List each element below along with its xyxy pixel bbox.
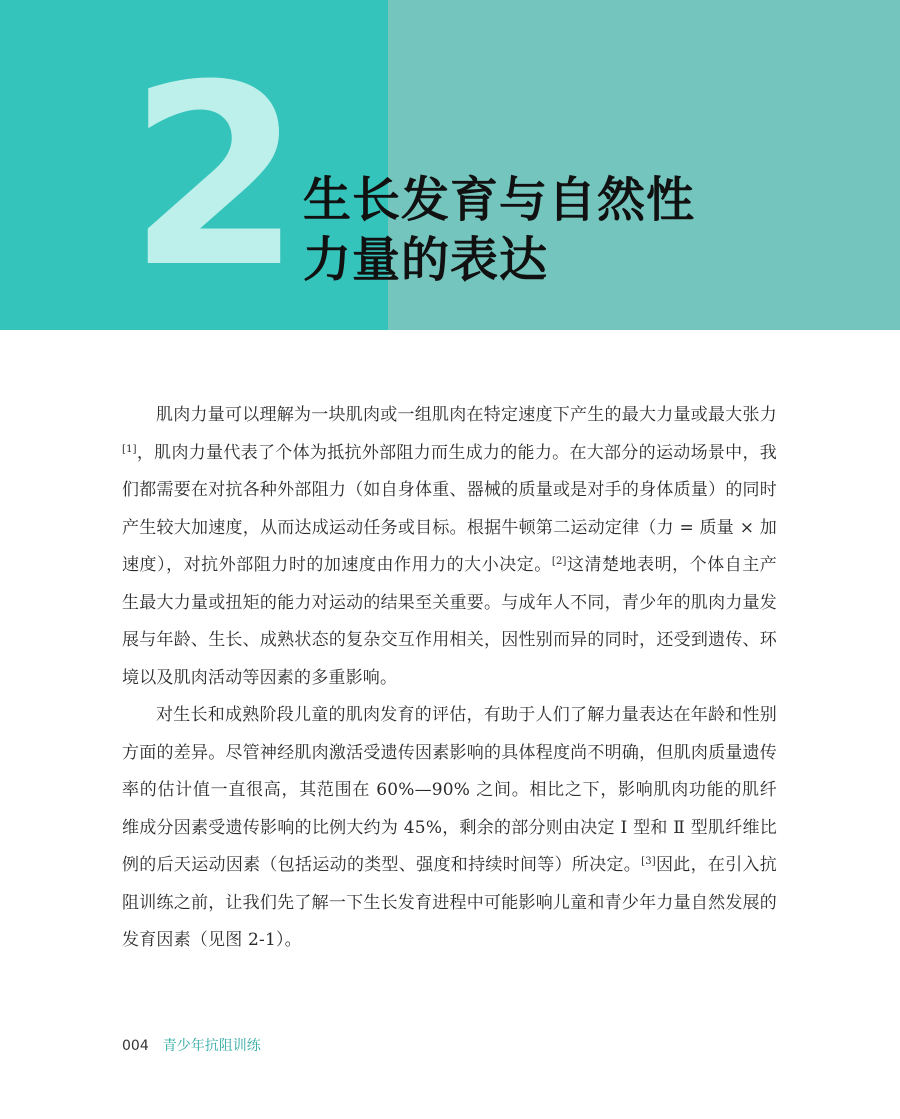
paragraph-text: 肌肉力量可以理解为一块肌肉或一组肌肉在特定速度下产生的最大力量或最大张力 [156, 405, 777, 425]
chapter-title [303, 170, 695, 290]
book-title: 青少年抗阻训练 [162, 1038, 261, 1054]
chapter-title-line-2: 力量的表达 [303, 232, 549, 288]
page-number: 004 [122, 1038, 149, 1054]
paragraph-text: 因此，在引入抗阻训练之前，让我们先了解一下生长发育进程中可能影响儿童和青少年力量自然发展的发育因素（见图 2-1）。 [122, 855, 777, 950]
paragraph-text: 对生长和成熟阶段儿童的肌肉发育的评估，有助于人们了解力量表达在年龄和性别方面的差异。尽管神经肌肉激活受遗传因素影响的具体程度尚不明确，但肌肉质量遗传率的估计值一直很高，其范围在 60%—90% 之间。相比之下，影响肌肉功能的肌纤维成分因素受遗传影响的比例大约为 45%，剩余的部分则由决定 Ⅰ 型和 Ⅱ 型肌纤维比例的后天运动因素（包括运动的类型、强度和持续时间等）所决定。 [122, 705, 777, 875]
chapter-number: 2 [128, 31, 302, 322]
citation-1: [1] [122, 443, 137, 455]
paragraph-text: 这清楚地表明，个体自主产生最大力量或扭矩的能力对运动的结果至关重要。与成年人不同，青少年的肌肉力量发展与年龄、生长、成熟状态的复杂交互作用相关，因性别而异的同时，还受到遗传、环境以及肌肉活动等因素的多重影响。 [122, 555, 778, 688]
page-footer [122, 1036, 261, 1056]
paragraph-2 [122, 697, 777, 960]
paragraph-1 [122, 397, 777, 697]
citation-2: [2] [551, 556, 567, 567]
chapter-banner [0, 0, 900, 330]
paragraph-text: ，肌肉力量代表了个体为抵抗外部阻力而生成力的能力。在大部分的运动场景中，我们都需要在对抗各种外部阻力（如自身体重、器械的质量或是对手的身体质量）的同时产生较大加速度，从而达成运动任务或目标。根据牛顿第二运动定律（力 = 质量 × 加速度），对抗外部阻力时的加速度由作用力的大小决定。 [122, 442, 777, 575]
citation-3: [3] [641, 856, 656, 867]
body-text [122, 397, 777, 960]
chapter-title-line-1: 生长发育与自然性 [303, 172, 696, 228]
